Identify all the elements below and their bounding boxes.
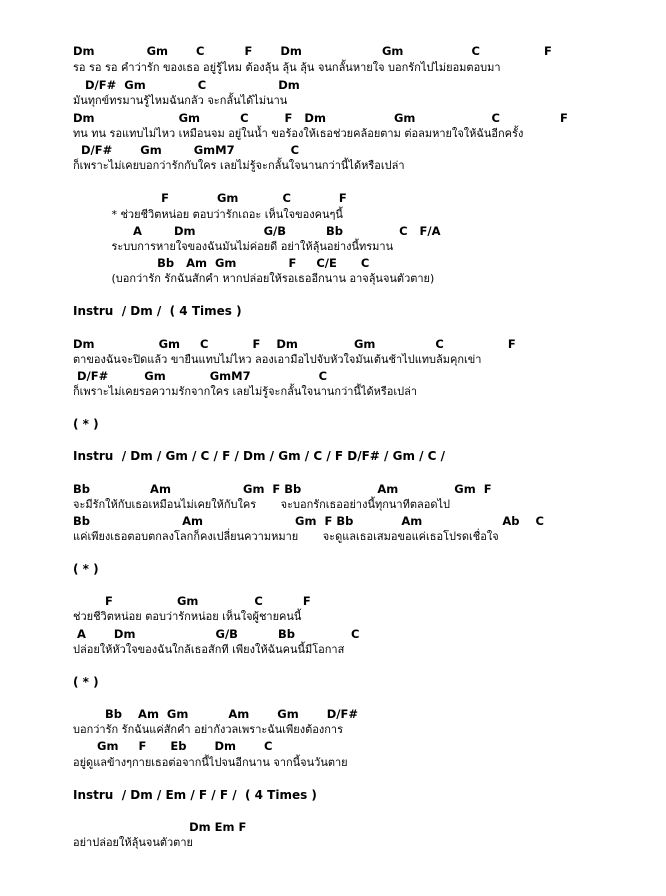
lyric-line: ทน ทน รอแทบไม่ไหว เหมือนจม อยู่ในน้ำ ขอร้องให้เธอช่วยคล้อยตาม ต่อลมหายใจให้ฉันอีกครั้ง: [73, 127, 524, 140]
chord-line: D/F# Gm GmM7 C: [73, 143, 300, 157]
chord-line: D/F# Gm GmM7 C: [73, 369, 328, 383]
lyric-line: บอกว่ารัก รักฉันแค่สักคำ อย่ากังวลเพราะฉันเพียงต้องการ: [73, 723, 343, 736]
section-heading: ( * ): [73, 562, 99, 576]
chord-line: Dm Gm C F Dm Gm C F: [73, 337, 516, 351]
lyric-line: (บอกว่ารัก รักฉันสักคำ หากปล่อยให้รอเธออีกนาน อาจลุ้นจนตัวตาย): [73, 272, 435, 285]
section-heading: ( * ): [73, 675, 99, 689]
chord-line: A Dm G/B Bb C: [73, 627, 360, 641]
lyric-line: จะมีรักให้กับเธอเหมือนไม่เคยให้กับใคร จะบอกรักเธออย่างนี้ทุกนาทีตลอดไป: [73, 498, 451, 511]
lyric-line: อย่าปล่อยให้ลุ้นจนตัวตาย: [73, 836, 193, 849]
lyric-line: ก็เพราะไม่เคยบอกว่ารักกับใคร เลยไม่รู้จะกลั้นใจนานกว่านี้ได้หรือเปล่า: [73, 159, 405, 172]
lyric-line: * ช่วยชีวิตหน่อย ตอบว่ารักเถอะ เห็นใจของคนๆนี้: [73, 208, 343, 221]
chord-line: Gm F Eb Dm C: [73, 739, 273, 753]
lyric-line: ก็เพราะไม่เคยรอความรักจากใคร เลยไม่รู้จะกลั้นใจนานกว่านี้ได้หรือเปล่า: [73, 385, 418, 398]
chord-line: Dm Em F: [73, 820, 247, 834]
chord-line: Bb Am Gm F Bb Am Gm F: [73, 482, 492, 496]
chord-line: Dm Gm C F Dm Gm C F: [73, 44, 552, 58]
lyric-line: แค่เพียงเธอตอบตกลงโลกก็คงเปลี่ยนความหมาย จะดูแลเธอเสมอขอแค่เธอโปรดเชื่อใจ: [73, 530, 499, 543]
section-heading: ( * ): [73, 417, 99, 431]
chord-line: Bb Am Gm Am Gm D/F#: [73, 707, 358, 721]
chord-line: F Gm C F: [73, 594, 311, 608]
chord-line: Dm Gm C F Dm Gm C F: [73, 111, 568, 125]
chord-line: D/F# Gm C Dm: [73, 78, 300, 92]
chord-line: Bb Am Gm F C/E C: [73, 256, 370, 270]
section-heading: Instru / Dm / Em / F / F / ( 4 Times ): [73, 788, 317, 802]
lyric-line: ช่วยชีวิตหน่อย ตอบว่ารักหน่อย เห็นใจผู้ชายคนนี้: [73, 610, 302, 623]
chord-line: Bb Am Gm F Bb Am Ab C: [73, 514, 544, 528]
chord-line: F Gm C F: [73, 191, 347, 205]
lyric-line: ระบบการหายใจของฉันมันไม่ค่อยดี อย่าให้ลุ้นอย่างนี้ทรมาน: [73, 240, 394, 253]
lyric-line: รอ รอ รอ คำว่ารัก ของเธอ อยู่รู้ไหม ต้องลุ้น ลุ้น ลุ้น จนกลั้นหายใจ บอกรักไปไม่ยอมตอบมา: [73, 61, 501, 74]
lyric-line: ตาของฉันจะปิดแล้ว ขายืนแทบไม่ไหว ลองเอามือไปจับหัวใจมันเต้นช้าไปแทบล้มคุกเข่า: [73, 353, 482, 366]
lyric-line: มันทุกข์ทรมานรู้ไหมฉันกลัว จะกลั้นได้ไม่นาน: [73, 94, 288, 107]
section-heading: Instru / Dm / Gm / C / F / Dm / Gm / C / F D/F# / Gm / C /: [73, 449, 446, 463]
section-heading: Instru / Dm / ( 4 Times ): [73, 304, 242, 318]
lyric-line: ปล่อยให้หัวใจของฉันใกล้เธอสักที เพียงให้ฉันคนนี้มีโอกาส: [73, 643, 345, 656]
lyric-line: อยู่ดูแลข้างๆกายเธอต่อจากนี้ไปจนอีกนาน จากนี้จนวันตาย: [73, 756, 348, 769]
chord-line: A Dm G/B Bb C F/A: [73, 224, 441, 238]
